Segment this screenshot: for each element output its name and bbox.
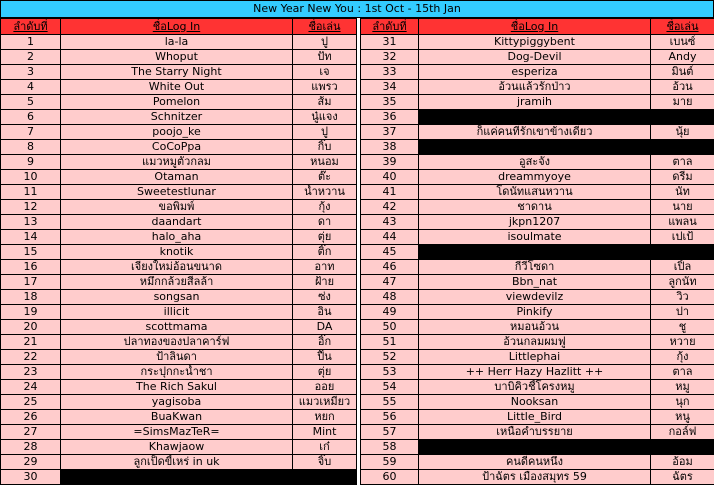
nickname-cell: นัท bbox=[651, 185, 714, 200]
table-row bbox=[361, 215, 714, 230]
login-name-cell: หมึกกล้วยสีลล้า bbox=[61, 275, 293, 290]
column-header-order: ลำดับที่ bbox=[1, 19, 61, 35]
login-name-cell: อ้วนกลมผมฟู bbox=[419, 335, 651, 350]
login-name-cell: jkpn1207 bbox=[419, 215, 651, 230]
row-number-cell: 24 bbox=[1, 380, 61, 395]
row-number-cell: 56 bbox=[361, 410, 419, 425]
nickname-cell: หมู bbox=[651, 380, 714, 395]
login-name-cell: Whoput bbox=[61, 50, 293, 65]
login-name-cell: โดนัทแสนหวาน bbox=[419, 185, 651, 200]
table-row bbox=[1, 185, 357, 200]
nickname-cell: ปู bbox=[293, 125, 357, 140]
login-name-cell: scottmama bbox=[61, 320, 293, 335]
login-name-cell: ก็แค่คนที่รักเขาข้างเดียว bbox=[419, 125, 651, 140]
nickname-cell: อาท bbox=[293, 260, 357, 275]
nickname-cell: กอล์ฟ bbox=[651, 425, 714, 440]
nickname-cell: Mint bbox=[293, 425, 357, 440]
nickname-cell bbox=[293, 470, 357, 485]
login-name-cell: แมวหมูตัวกลม bbox=[61, 155, 293, 170]
table-row bbox=[1, 95, 357, 110]
nickname-cell: ปา bbox=[651, 305, 714, 320]
table-row bbox=[1, 35, 357, 50]
table-row bbox=[361, 305, 714, 320]
row-number-cell: 26 bbox=[1, 410, 61, 425]
row-number-cell: 23 bbox=[1, 365, 61, 380]
nickname-cell: เบนซ์ bbox=[651, 35, 714, 50]
row-number-cell: 36 bbox=[361, 110, 419, 125]
nickname-cell: หยก bbox=[293, 410, 357, 425]
nickname-cell: ติ๊ก bbox=[293, 245, 357, 260]
row-number-cell: 59 bbox=[361, 455, 419, 470]
login-name-cell: White Out bbox=[61, 80, 293, 95]
nickname-cell: นุ้ย bbox=[651, 125, 714, 140]
row-number-cell: 25 bbox=[1, 395, 61, 410]
login-name-cell: Pomelon bbox=[61, 95, 293, 110]
login-name-cell: Sweetestlunar bbox=[61, 185, 293, 200]
nickname-cell: กุ้ง bbox=[651, 350, 714, 365]
login-name-cell: อูสะจัง bbox=[419, 155, 651, 170]
table-row bbox=[1, 365, 357, 380]
table-row bbox=[1, 470, 357, 485]
table-row bbox=[1, 110, 357, 125]
row-number-cell: 38 bbox=[361, 140, 419, 155]
table-row bbox=[1, 200, 357, 215]
login-name-cell: อ้วนแล้วรักป่าว bbox=[419, 80, 651, 95]
row-number-cell: 27 bbox=[1, 425, 61, 440]
left-roster-table bbox=[0, 18, 357, 485]
row-number-cell: 13 bbox=[1, 215, 61, 230]
login-name-cell bbox=[61, 470, 293, 485]
login-name-cell bbox=[419, 440, 651, 455]
row-number-cell: 39 bbox=[361, 155, 419, 170]
login-name-cell: jramih bbox=[419, 95, 651, 110]
login-name-cell: Kittypiggybent bbox=[419, 35, 651, 50]
nickname-cell: ต๊ะ bbox=[293, 170, 357, 185]
table-row bbox=[361, 290, 714, 305]
nickname-cell: Andy bbox=[651, 50, 714, 65]
login-name-cell bbox=[419, 140, 651, 155]
table-row bbox=[1, 290, 357, 305]
table-row bbox=[361, 155, 714, 170]
nickname-cell: ดา bbox=[293, 215, 357, 230]
table-row bbox=[361, 110, 714, 125]
row-number-cell: 54 bbox=[361, 380, 419, 395]
table-row bbox=[361, 80, 714, 95]
login-name-cell: Schnitzer bbox=[61, 110, 293, 125]
login-name-cell: Little_Bird bbox=[419, 410, 651, 425]
table-row bbox=[361, 260, 714, 275]
nickname-cell: อ้อม bbox=[651, 455, 714, 470]
table-row bbox=[361, 320, 714, 335]
login-name-cell: ปลาทองของปลาคาร์ฟ bbox=[61, 335, 293, 350]
nickname-cell: ลูกนัท bbox=[651, 275, 714, 290]
table-row bbox=[361, 335, 714, 350]
table-row bbox=[1, 410, 357, 425]
row-number-cell: 40 bbox=[361, 170, 419, 185]
table-row bbox=[361, 125, 714, 140]
row-number-cell: 3 bbox=[1, 65, 61, 80]
row-number-cell: 34 bbox=[361, 80, 419, 95]
login-name-cell: ++ Herr Hazy Hazlitt ++ bbox=[419, 365, 651, 380]
row-number-cell: 33 bbox=[361, 65, 419, 80]
row-number-cell: 9 bbox=[1, 155, 61, 170]
login-name-cell: viewdevilz bbox=[419, 290, 651, 305]
login-name-cell: isoulmate bbox=[419, 230, 651, 245]
row-number-cell: 58 bbox=[361, 440, 419, 455]
login-name-cell: The Starry Night bbox=[61, 65, 293, 80]
table-row bbox=[1, 125, 357, 140]
nickname-cell: จิ๊บ bbox=[293, 455, 357, 470]
column-header-order: ลำดับที่ bbox=[361, 19, 419, 35]
login-name-cell: dreammyoye bbox=[419, 170, 651, 185]
login-name-cell: Bbn_nat bbox=[419, 275, 651, 290]
row-number-cell: 28 bbox=[1, 440, 61, 455]
table-row bbox=[1, 380, 357, 395]
login-name-cell: The Rich Sakul bbox=[61, 380, 293, 395]
table-row bbox=[1, 140, 357, 155]
nickname-cell: เปิ้ล bbox=[651, 260, 714, 275]
table-row bbox=[361, 170, 714, 185]
table-row bbox=[361, 410, 714, 425]
row-number-cell: 32 bbox=[361, 50, 419, 65]
nickname-cell: หนอม bbox=[293, 155, 357, 170]
nickname-cell: เก๋ bbox=[293, 440, 357, 455]
table-row bbox=[361, 140, 714, 155]
row-number-cell: 1 bbox=[1, 35, 61, 50]
nickname-cell: นาย bbox=[651, 200, 714, 215]
nickname-cell: มินต์ bbox=[651, 65, 714, 80]
table-row bbox=[1, 245, 357, 260]
row-number-cell: 6 bbox=[1, 110, 61, 125]
row-number-cell: 7 bbox=[1, 125, 61, 140]
login-name-cell: CoCoPpa bbox=[61, 140, 293, 155]
table-row bbox=[361, 230, 714, 245]
table-row bbox=[361, 275, 714, 290]
row-number-cell: 48 bbox=[361, 290, 419, 305]
right-roster-body bbox=[361, 35, 714, 485]
table-row bbox=[1, 440, 357, 455]
nickname-cell: มาย bbox=[651, 95, 714, 110]
login-name-cell: ลูกเป็ดขี้เหร่ in uk bbox=[61, 455, 293, 470]
table-row bbox=[361, 440, 714, 455]
row-number-cell: 42 bbox=[361, 200, 419, 215]
row-number-cell: 44 bbox=[361, 230, 419, 245]
column-header-login: ชื่อLog In bbox=[61, 19, 293, 35]
column-header-nickname: ชื่อเล่น bbox=[651, 19, 714, 35]
row-number-cell: 16 bbox=[1, 260, 61, 275]
nickname-cell: อิ๊ก bbox=[293, 335, 357, 350]
nickname-cell: แมวเหมียว bbox=[293, 395, 357, 410]
nickname-cell: กิ๊บ bbox=[293, 140, 357, 155]
login-name-cell: esperiza bbox=[419, 65, 651, 80]
row-number-cell: 41 bbox=[361, 185, 419, 200]
nickname-cell: ซ่ง bbox=[293, 290, 357, 305]
table-row bbox=[1, 275, 357, 290]
login-name-cell: halo_aha bbox=[61, 230, 293, 245]
row-number-cell: 51 bbox=[361, 335, 419, 350]
nickname-cell: อิน bbox=[293, 305, 357, 320]
row-number-cell: 55 bbox=[361, 395, 419, 410]
login-name-cell: poojo_ke bbox=[61, 125, 293, 140]
row-number-cell: 8 bbox=[1, 140, 61, 155]
table-row bbox=[361, 95, 714, 110]
row-number-cell: 35 bbox=[361, 95, 419, 110]
table-row bbox=[361, 455, 714, 470]
table-row bbox=[1, 320, 357, 335]
table-row bbox=[1, 305, 357, 320]
table-row bbox=[361, 200, 714, 215]
row-number-cell: 21 bbox=[1, 335, 61, 350]
nickname-cell: ตุ่ย bbox=[293, 230, 357, 245]
login-name-cell: illicit bbox=[61, 305, 293, 320]
nickname-cell: อ้วน bbox=[651, 80, 714, 95]
table-row bbox=[1, 65, 357, 80]
row-number-cell: 12 bbox=[1, 200, 61, 215]
nickname-cell: ปื๊น bbox=[293, 350, 357, 365]
nickname-cell: หวาย bbox=[651, 335, 714, 350]
row-number-cell: 57 bbox=[361, 425, 419, 440]
login-name-cell: Otaman bbox=[61, 170, 293, 185]
nickname-cell: ฉัตร bbox=[651, 470, 714, 485]
table-row bbox=[361, 185, 714, 200]
login-name-cell: knotik bbox=[61, 245, 293, 260]
right-roster-table bbox=[360, 18, 714, 485]
login-name-cell: la-la bbox=[61, 35, 293, 50]
table-row bbox=[1, 170, 357, 185]
table-row bbox=[1, 155, 357, 170]
login-name-cell: กระปุกกะน้ำชา bbox=[61, 365, 293, 380]
row-number-cell: 31 bbox=[361, 35, 419, 50]
login-name-cell: ขอพิมพ์ bbox=[61, 200, 293, 215]
table-row bbox=[1, 260, 357, 275]
row-number-cell: 53 bbox=[361, 365, 419, 380]
row-number-cell: 18 bbox=[1, 290, 61, 305]
nickname-cell: ตุ่ย bbox=[293, 365, 357, 380]
table-row bbox=[1, 350, 357, 365]
nickname-cell bbox=[651, 245, 714, 260]
table-row bbox=[361, 395, 714, 410]
nickname-cell: ปัท bbox=[293, 50, 357, 65]
login-name-cell: yagisoba bbox=[61, 395, 293, 410]
row-number-cell: 37 bbox=[361, 125, 419, 140]
row-number-cell: 20 bbox=[1, 320, 61, 335]
row-number-cell: 22 bbox=[1, 350, 61, 365]
column-header-login: ชื่อLog In bbox=[419, 19, 651, 35]
nickname-cell: ชู bbox=[651, 320, 714, 335]
nickname-cell: แพลน bbox=[651, 215, 714, 230]
table-row bbox=[361, 365, 714, 380]
table-row bbox=[1, 455, 357, 470]
table-row bbox=[1, 425, 357, 440]
header-row bbox=[1, 19, 357, 35]
nickname-cell: ปู bbox=[293, 35, 357, 50]
row-number-cell: 17 bbox=[1, 275, 61, 290]
nickname-cell: ออย bbox=[293, 380, 357, 395]
row-number-cell: 11 bbox=[1, 185, 61, 200]
nickname-cell: ตาล bbox=[651, 365, 714, 380]
login-name-cell: ป้าลินดา bbox=[61, 350, 293, 365]
row-number-cell: 60 bbox=[361, 470, 419, 485]
login-name-cell: Nooksan bbox=[419, 395, 651, 410]
row-number-cell: 19 bbox=[1, 305, 61, 320]
nickname-cell: ตาล bbox=[651, 155, 714, 170]
table-row bbox=[361, 380, 714, 395]
login-name-cell: =SimsMazTeR= bbox=[61, 425, 293, 440]
row-number-cell: 45 bbox=[361, 245, 419, 260]
login-name-cell: กีวีโซดา bbox=[419, 260, 651, 275]
row-number-cell: 47 bbox=[361, 275, 419, 290]
row-number-cell: 29 bbox=[1, 455, 61, 470]
row-number-cell: 14 bbox=[1, 230, 61, 245]
login-name-cell: songsan bbox=[61, 290, 293, 305]
nickname-cell: นู๋แจง bbox=[293, 110, 357, 125]
nickname-cell: วิว bbox=[651, 290, 714, 305]
login-name-cell: Dog-Devil bbox=[419, 50, 651, 65]
login-name-cell: Littlephai bbox=[419, 350, 651, 365]
nickname-cell: เจ bbox=[293, 65, 357, 80]
login-name-cell bbox=[419, 110, 651, 125]
nickname-cell: ดรีม bbox=[651, 170, 714, 185]
column-header-nickname: ชื่อเล่น bbox=[293, 19, 357, 35]
row-number-cell: 46 bbox=[361, 260, 419, 275]
nickname-cell: กุ้ง bbox=[293, 200, 357, 215]
nickname-cell: น้ำหวาน bbox=[293, 185, 357, 200]
nickname-cell: ส้ม bbox=[293, 95, 357, 110]
login-name-cell: BuaKwan bbox=[61, 410, 293, 425]
row-number-cell: 2 bbox=[1, 50, 61, 65]
table-row bbox=[1, 335, 357, 350]
header-row bbox=[361, 19, 714, 35]
left-roster-body bbox=[1, 35, 357, 485]
nickname-cell: DA bbox=[293, 320, 357, 335]
row-number-cell: 50 bbox=[361, 320, 419, 335]
login-name-cell: ชาดาน bbox=[419, 200, 651, 215]
login-name-cell: daandart bbox=[61, 215, 293, 230]
table-row bbox=[361, 245, 714, 260]
table-row bbox=[1, 215, 357, 230]
nickname-cell bbox=[651, 140, 714, 155]
row-number-cell: 5 bbox=[1, 95, 61, 110]
page-title: New Year New You : 1st Oct - 15th Jan bbox=[0, 0, 714, 18]
table-row bbox=[361, 50, 714, 65]
row-number-cell: 49 bbox=[361, 305, 419, 320]
row-number-cell: 15 bbox=[1, 245, 61, 260]
nickname-cell: นุก bbox=[651, 395, 714, 410]
login-name-cell: ป้าฉัตร เมืองสมุทร 59 bbox=[419, 470, 651, 485]
row-number-cell: 30 bbox=[1, 470, 61, 485]
login-name-cell: เจียงใหม่อ้อนขนาด bbox=[61, 260, 293, 275]
nickname-cell: ฝ้าย bbox=[293, 275, 357, 290]
login-name-cell: บาบิคิวชี้โครงหมู bbox=[419, 380, 651, 395]
table-row bbox=[361, 425, 714, 440]
row-number-cell: 10 bbox=[1, 170, 61, 185]
table-row bbox=[1, 50, 357, 65]
table-row bbox=[361, 350, 714, 365]
login-name-cell: หมอนอ้วน bbox=[419, 320, 651, 335]
nickname-cell: แพรว bbox=[293, 80, 357, 95]
login-name-cell: คนดีคนหนึ่ง bbox=[419, 455, 651, 470]
table-row bbox=[1, 395, 357, 410]
row-number-cell: 52 bbox=[361, 350, 419, 365]
table-row bbox=[361, 65, 714, 80]
table-row bbox=[361, 470, 714, 485]
login-name-cell: Khawjaow bbox=[61, 440, 293, 455]
table-row bbox=[1, 230, 357, 245]
nickname-cell bbox=[651, 110, 714, 125]
row-number-cell: 4 bbox=[1, 80, 61, 95]
row-number-cell: 43 bbox=[361, 215, 419, 230]
login-name-cell: เหนือคำบรรยาย bbox=[419, 425, 651, 440]
table-row bbox=[1, 80, 357, 95]
nickname-cell: หนู bbox=[651, 410, 714, 425]
login-name-cell: Pinkify bbox=[419, 305, 651, 320]
nickname-cell: เปเป้ bbox=[651, 230, 714, 245]
nickname-cell bbox=[651, 440, 714, 455]
table-row bbox=[361, 35, 714, 50]
login-name-cell bbox=[419, 245, 651, 260]
